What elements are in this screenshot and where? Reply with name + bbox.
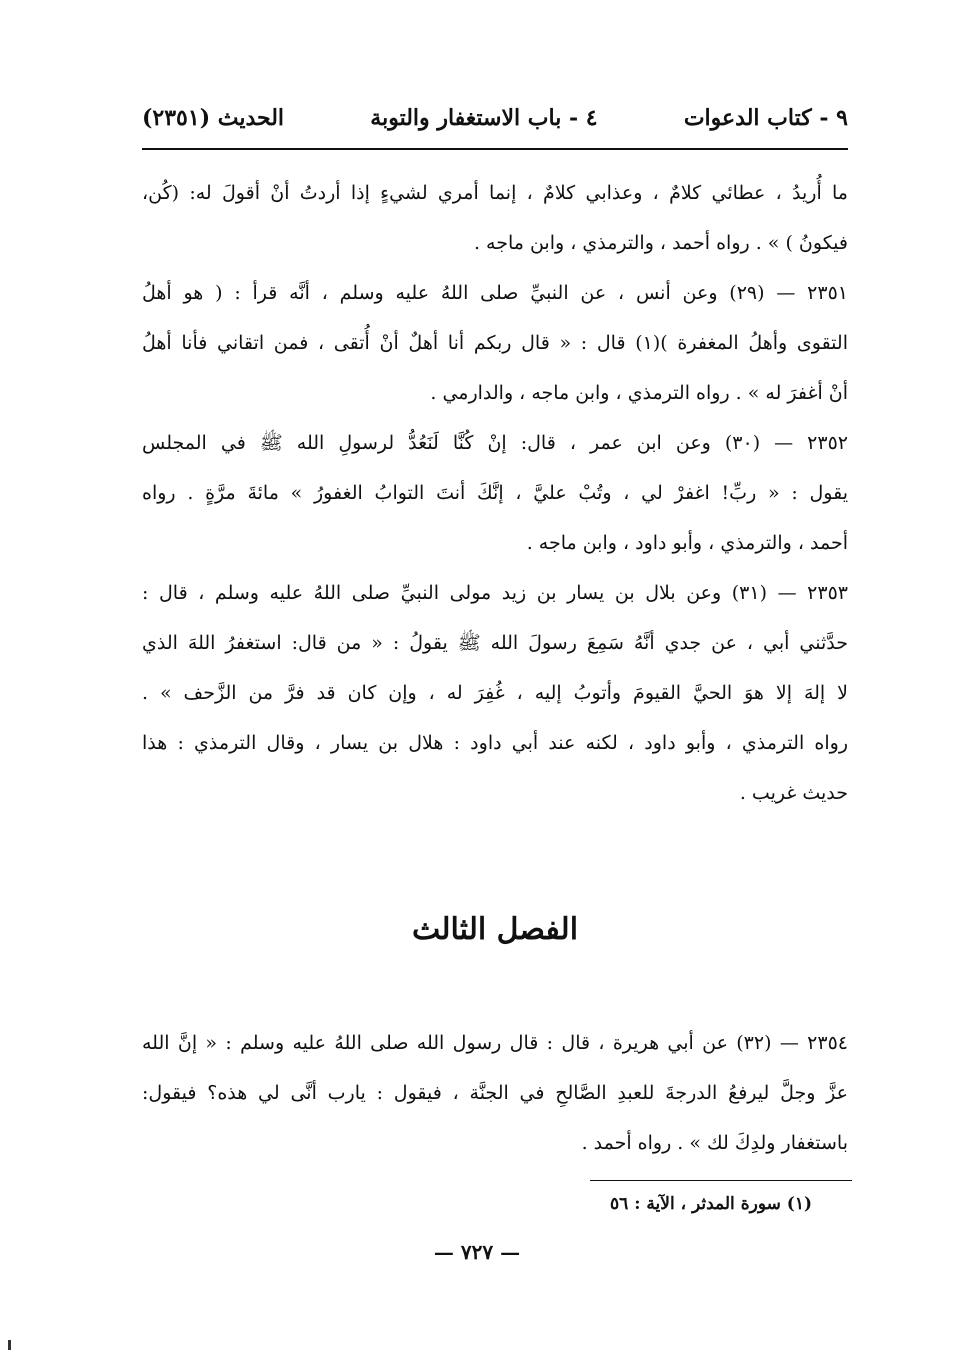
text-line: ٢٣٥٤ — (٣٢) عن أبي هريرة ، قال : قال رسول الله صلى اللهُ عليه وسلم : « إنَّ الله bbox=[142, 1032, 848, 1054]
text-line: التقوى وأهلُ المغفرة )(١) قال : « قال ربكم أنا أهلٌ أنْ أُتقى ، فمن اتقاني فأنا أهلُ bbox=[142, 332, 848, 354]
text-line: يقول : « ربِّ! اغفرْ لي ، وتُبْ عليَّ ، إنَّكَ أنتَ التوابُ الغفورُ » مائةَ مرَّةٍ . رواه bbox=[142, 482, 848, 504]
text-line: حدَّثني أبي ، عن جدي أنَّهُ سَمِعَ رسولَ الله ﷺ يقولُ : « من قال: استغفرُ اللهَ الذي bbox=[142, 632, 848, 654]
text-line: فيكونُ ) » . رواه أحمد ، والترمذي ، وابن ماجه . bbox=[473, 232, 848, 254]
scan-mark bbox=[8, 1340, 11, 1350]
running-header bbox=[142, 96, 848, 140]
text-line: ما أُريدُ ، عطائي كلامٌ ، وعذابي كلامٌ ، إنما أمري لشيءٍ إذا أردتُ أنْ أقولَ له: (كُن، bbox=[142, 182, 848, 204]
footnote: (١) سورة المدثر ، الآية : ٥٦ bbox=[610, 1194, 812, 1214]
section-title: الفصل الثالث bbox=[411, 912, 579, 947]
header-chapter: ٤ - باب الاستغفار والتوبة bbox=[370, 105, 598, 131]
text-line: أنْ أغفرَ له » . رواه الترمذي ، وابن ماجه ، والدارمي . bbox=[430, 382, 848, 404]
header-book: ٩ - كتاب الدعوات bbox=[683, 105, 848, 131]
text-line: رواه الترمذي ، وأبو داود ، لكنه عند أبي داود : هلال بن يسار ، وقال الترمذي : هذا bbox=[142, 732, 848, 754]
section-text bbox=[142, 1018, 848, 1168]
text-line: ٢٣٥١ — (٢٩) وعن أنس ، عن النبيِّ صلى اللهُ عليه وسلم ، أنَّه قرأ : ( هو أهلُ bbox=[142, 282, 848, 304]
text-line: ٢٣٥٢ — (٣٠) وعن ابن عمر ، قال: إنْ كُنَّا لَنَعُدُّ لرسولِ الله ﷺ في المجلس bbox=[142, 432, 848, 454]
main-text bbox=[142, 168, 848, 818]
text-line: عزَّ وجلَّ ليرفعُ الدرجةَ للعبدِ الصَّالحِ في الجنَّة ، فيقول : يارب أنَّى لي هذه؟ فيقول: bbox=[142, 1082, 848, 1104]
text-line: ٢٣٥٣ — (٣١) وعن بلال بن يسار بن زيد مولى النبيِّ صلى اللهُ عليه وسلم ، قال : bbox=[142, 582, 848, 604]
header-rule bbox=[142, 148, 848, 150]
page-number: — ٧٢٧ — bbox=[433, 1240, 521, 1264]
text-line: لا إلهَ إلا هوَ الحيَّ القيومَ وأتوبُ إليه ، غُفِرَ له ، وإن كان قد فرَّ من الزَّحف » . bbox=[142, 682, 848, 704]
text-line: حديث غريب . bbox=[739, 782, 848, 804]
footnote-rule bbox=[590, 1180, 852, 1181]
header-hadith-range: الحديث (٢٣٥١) bbox=[142, 105, 285, 131]
text-line: أحمد ، والترمذي ، وأبو داود ، وابن ماجه . bbox=[526, 532, 848, 554]
text-line: باستغفار ولدِكَ لك » . رواه أحمد . bbox=[581, 1132, 848, 1154]
